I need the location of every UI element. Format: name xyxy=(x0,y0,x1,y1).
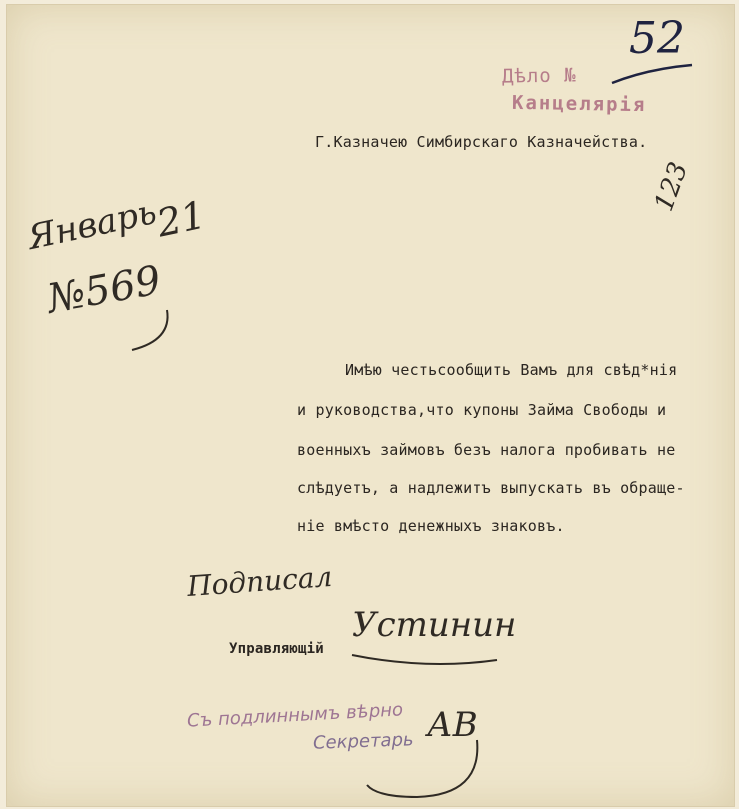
case-number-underline xyxy=(607,61,697,91)
handwritten-ref-number: 123 xyxy=(649,158,695,216)
document-page xyxy=(6,4,735,807)
handwritten-case-number: 52 xyxy=(629,13,685,64)
secretary-stamp: Секретарь xyxy=(312,729,414,754)
outgoing-number-flourish xyxy=(117,305,177,355)
manager-signature: Устинин xyxy=(352,605,517,645)
secretary-signature-flourish xyxy=(357,735,487,805)
body-line-2: и руководства,что купоны Займа Свободы и xyxy=(297,401,667,419)
body-line-3: военныхъ займовъ безъ налога пробивать не xyxy=(297,441,676,459)
handwritten-date-day: 21 xyxy=(152,192,210,246)
archive-stamp-office: Канцелярія xyxy=(511,91,647,117)
body-line-4: слѣдуетъ, а надлежитъ выпускать въ обраще- xyxy=(297,479,685,497)
body-line-1: Имѣю честьсообщить Вамъ для свѣд*нія xyxy=(345,361,678,379)
body-line-5: ніе вмѣсто денежныхъ знаковъ. xyxy=(297,517,565,535)
archive-stamp-case: Дѣло № xyxy=(501,64,577,88)
certified-copy-stamp: Съ подлиннымъ вѣрно xyxy=(186,699,404,732)
handwritten-podpis: Подписал xyxy=(186,559,334,604)
handwritten-date-month: Январь xyxy=(24,191,160,259)
manager-label: Управляющій xyxy=(229,641,324,657)
addressee-line: Г.Казначею Симбирскаго Казначейства. xyxy=(315,133,648,151)
manager-signature-flourish xyxy=(347,645,507,675)
handwritten-outgoing-number: №569 xyxy=(43,257,165,323)
secretary-signature: АВ xyxy=(427,705,478,745)
